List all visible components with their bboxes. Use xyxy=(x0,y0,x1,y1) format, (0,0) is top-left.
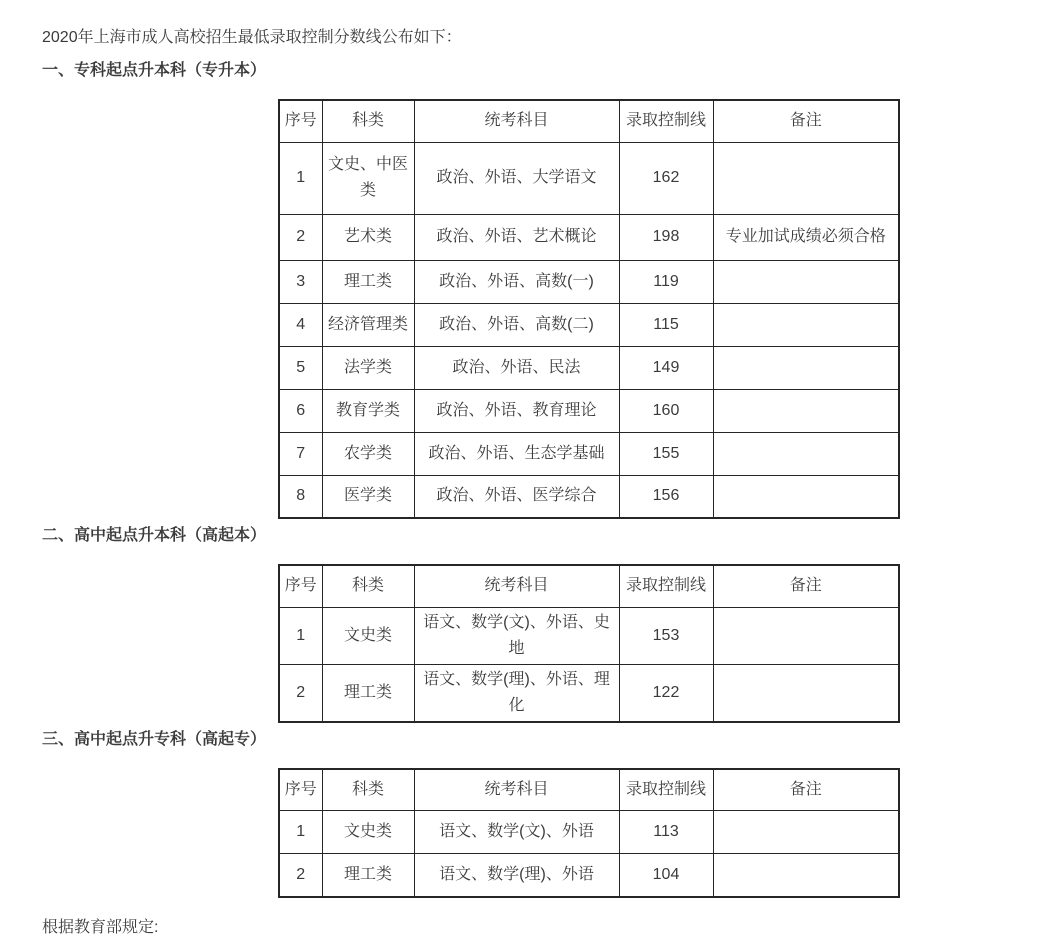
column-header-subjects: 统考科目 xyxy=(414,769,619,811)
page-title: 2020年上海市成人高校招生最低录取控制分数线公布如下： xyxy=(42,29,462,46)
cell-subjects: 政治、外语、教育理论 xyxy=(414,389,619,432)
cell-remark: 专业加试成绩必须合格 xyxy=(713,214,899,260)
column-header-seq: 序号 xyxy=(279,565,322,607)
cell-seq: 2 xyxy=(279,214,322,260)
table-header-row xyxy=(279,565,899,607)
cell-category: 法学类 xyxy=(322,346,414,389)
table-header-row xyxy=(279,100,899,142)
cell-subjects: 语文、数学(文)、外语 xyxy=(414,811,619,854)
cell-category: 文史、中医类 xyxy=(322,142,414,214)
column-header-remark: 备注 xyxy=(713,565,899,607)
cell-remark xyxy=(713,346,899,389)
cell-score: 162 xyxy=(619,142,713,214)
cell-remark xyxy=(713,389,899,432)
table-row xyxy=(279,303,899,346)
score-table-gaoqiben xyxy=(278,564,900,723)
cell-category: 农学类 xyxy=(322,432,414,475)
column-header-score: 录取控制线 xyxy=(619,100,713,142)
cell-category: 理工类 xyxy=(322,260,414,303)
cell-subjects: 政治、外语、艺术概论 xyxy=(414,214,619,260)
cell-remark xyxy=(713,811,899,854)
section-heading-3: 三、高中起点升专科（高起专） xyxy=(42,730,267,748)
cell-subjects: 政治、外语、医学综合 xyxy=(414,475,619,518)
cell-subjects: 政治、外语、大学语文 xyxy=(414,142,619,214)
table-row xyxy=(279,475,899,518)
cell-seq: 5 xyxy=(279,346,322,389)
cell-remark xyxy=(713,303,899,346)
cell-category: 经济管理类 xyxy=(322,303,414,346)
table-row xyxy=(279,811,899,854)
cell-seq: 4 xyxy=(279,303,322,346)
cell-seq: 2 xyxy=(279,664,322,722)
table-row xyxy=(279,664,899,722)
cell-subjects: 语文、数学(理)、外语、理化 xyxy=(414,664,619,722)
cell-category: 理工类 xyxy=(322,664,414,722)
cell-score: 155 xyxy=(619,432,713,475)
footer-note: 根据教育部规定: xyxy=(42,918,159,936)
cell-score: 156 xyxy=(619,475,713,518)
cell-category: 理工类 xyxy=(322,854,414,897)
cell-remark xyxy=(713,142,899,214)
table-row xyxy=(279,389,899,432)
cell-subjects: 语文、数学(文)、外语、史地 xyxy=(414,607,619,664)
column-header-category: 科类 xyxy=(322,100,414,142)
cell-seq: 8 xyxy=(279,475,322,518)
cell-remark xyxy=(713,854,899,897)
table-row xyxy=(279,854,899,897)
cell-remark xyxy=(713,664,899,722)
column-header-seq: 序号 xyxy=(279,769,322,811)
column-header-seq: 序号 xyxy=(279,100,322,142)
cell-score: 122 xyxy=(619,664,713,722)
cell-category: 医学类 xyxy=(322,475,414,518)
cell-seq: 1 xyxy=(279,142,322,214)
cell-seq: 1 xyxy=(279,811,322,854)
cell-subjects: 语文、数学(理)、外语 xyxy=(414,854,619,897)
cell-subjects: 政治、外语、生态学基础 xyxy=(414,432,619,475)
column-header-subjects: 统考科目 xyxy=(414,100,619,142)
table-row xyxy=(279,607,899,664)
score-table-zhuanshengben xyxy=(278,99,900,519)
column-header-category: 科类 xyxy=(322,769,414,811)
column-header-score: 录取控制线 xyxy=(619,565,713,607)
cell-category: 文史类 xyxy=(322,607,414,664)
score-table-gaoqizhuan xyxy=(278,768,900,898)
column-header-subjects: 统考科目 xyxy=(414,565,619,607)
cell-score: 113 xyxy=(619,811,713,854)
cell-category: 教育学类 xyxy=(322,389,414,432)
column-header-score: 录取控制线 xyxy=(619,769,713,811)
cell-remark xyxy=(713,432,899,475)
cell-seq: 7 xyxy=(279,432,322,475)
table-header-row xyxy=(279,769,899,811)
cell-remark xyxy=(713,475,899,518)
cell-score: 149 xyxy=(619,346,713,389)
cell-seq: 6 xyxy=(279,389,322,432)
section-heading-2: 二、高中起点升本科（高起本） xyxy=(42,527,267,544)
table-row xyxy=(279,214,899,260)
cell-subjects: 政治、外语、民法 xyxy=(414,346,619,389)
table-row xyxy=(279,432,899,475)
section-heading-1: 一、专科起点升本科（专升本） xyxy=(42,62,267,79)
column-header-category: 科类 xyxy=(322,565,414,607)
cell-subjects: 政治、外语、高数(一) xyxy=(414,260,619,303)
cell-score: 160 xyxy=(619,389,713,432)
cell-score: 153 xyxy=(619,607,713,664)
cell-score: 104 xyxy=(619,854,713,897)
cell-remark xyxy=(713,607,899,664)
table-row xyxy=(279,260,899,303)
cell-seq: 1 xyxy=(279,607,322,664)
cell-category: 文史类 xyxy=(322,811,414,854)
cell-score: 115 xyxy=(619,303,713,346)
table-row xyxy=(279,142,899,214)
cell-remark xyxy=(713,260,899,303)
cell-score: 119 xyxy=(619,260,713,303)
cell-score: 198 xyxy=(619,214,713,260)
cell-seq: 3 xyxy=(279,260,322,303)
cell-seq: 2 xyxy=(279,854,322,897)
column-header-remark: 备注 xyxy=(713,100,899,142)
cell-subjects: 政治、外语、高数(二) xyxy=(414,303,619,346)
column-header-remark: 备注 xyxy=(713,769,899,811)
cell-category: 艺术类 xyxy=(322,214,414,260)
table-row xyxy=(279,346,899,389)
